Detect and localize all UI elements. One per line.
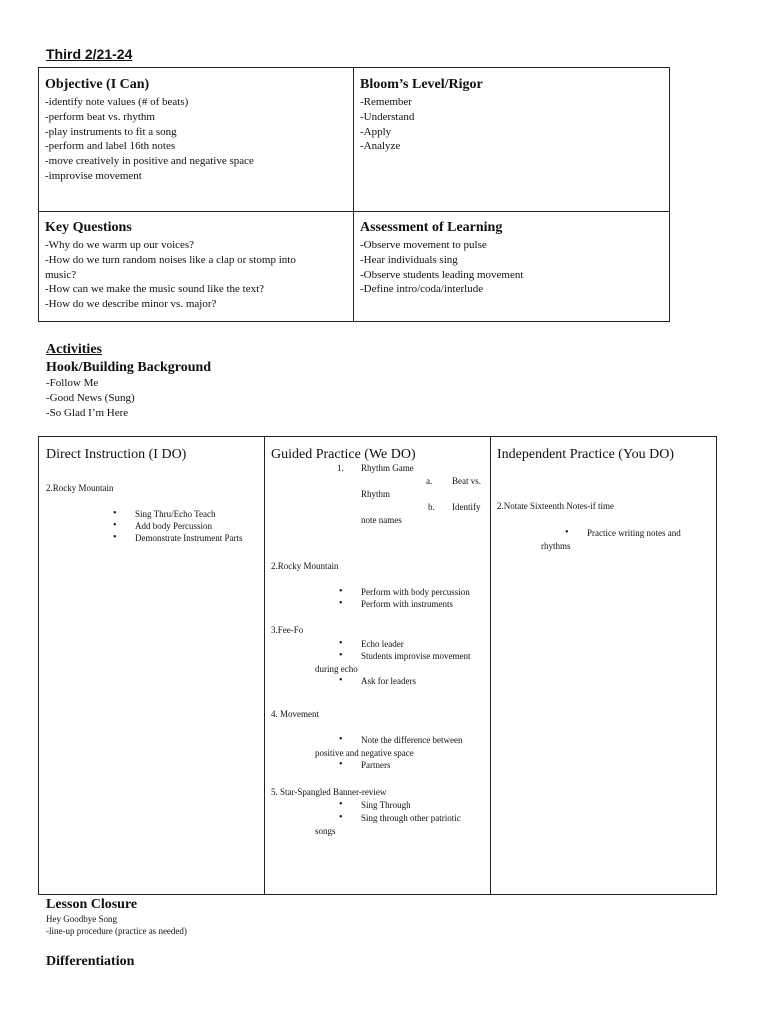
guided-sub-text: Identify: [452, 502, 481, 512]
objective-line: -perform beat vs. rhythm: [45, 110, 155, 123]
guided-item: 5. Star-Spangled Banner-review: [271, 787, 387, 797]
independent-item: 2.Notate Sixteenth Notes-if time: [497, 501, 614, 511]
objective-line: -perform and label 16th notes: [45, 140, 176, 153]
assessment-line: -Observe students leading movement: [360, 268, 524, 281]
closure-line: Hey Goodbye Song: [46, 914, 117, 924]
differentiation-heading: Differentiation: [46, 954, 135, 969]
guided-sub-text: note names: [361, 515, 402, 525]
independent-bullet: • Practice writing notes and: [587, 527, 681, 539]
page-title: Third 2/21-24: [46, 46, 133, 62]
guided-bullet: • Students improvise movement: [361, 650, 471, 662]
assessment-heading: Assessment of Learning: [360, 220, 503, 235]
direct-bullet: • Sing Thru/Echo Teach: [135, 508, 216, 520]
closure-line: -line-up procedure (practice as needed): [46, 926, 187, 936]
independent-practice-heading: Independent Practice (You DO): [497, 447, 675, 462]
blooms-line: -Remember: [360, 96, 412, 108]
objective-line: -improvise movement: [45, 169, 142, 182]
guided-bullet-continuation: during echo: [315, 664, 358, 674]
blooms-line: -Analyze: [360, 140, 401, 153]
table-divider: [353, 68, 354, 321]
guided-sub-text: Beat vs.: [452, 476, 481, 486]
key-question-line: -How can we make the music sound like the text?: [45, 283, 265, 296]
assessment-cell: [360, 219, 660, 297]
guided-item: 4. Movement: [271, 709, 319, 719]
blooms-heading: Bloom’s Level/Rigor: [360, 77, 483, 92]
planning-table: [38, 67, 670, 322]
guided-practice-heading: Guided Practice (We DO): [271, 447, 416, 462]
guided-bullet: • Sing through other patriotic: [361, 812, 461, 824]
guided-bullet: • Partners: [361, 759, 391, 771]
hook-line: -So Glad I’m Here: [46, 406, 129, 419]
key-question-line: music?: [45, 268, 77, 281]
guided-bullet: • Sing Through: [361, 799, 411, 811]
key-question-line: -How do we describe minor vs. major?: [45, 298, 217, 311]
objective-line: -identify note values (# of beats): [45, 96, 189, 108]
blooms-line: -Understand: [360, 110, 415, 123]
guided-sub-letter: a.: [426, 476, 433, 486]
activities-heading: Activities: [46, 342, 102, 357]
lesson-closure-heading: Lesson Closure: [46, 897, 138, 912]
key-question-line: -How do we turn random noises like a clap or stomp into: [45, 253, 296, 266]
objective-line: -play instruments to fit a song: [45, 125, 177, 138]
guided-bullet: • Echo leader: [361, 638, 404, 650]
key-questions-heading: Key Questions: [45, 220, 132, 235]
assessment-line: -Observe movement to pulse: [360, 239, 487, 251]
guided-number: 1.: [337, 463, 344, 473]
hook-heading: Hook/Building Background: [46, 360, 212, 375]
key-questions-cell: [45, 219, 345, 312]
guided-bullet-continuation: songs: [315, 826, 336, 836]
key-question-line: -Why do we warm up our voices?: [45, 239, 195, 251]
hook-line: -Good News (Sung): [46, 391, 135, 404]
table-divider: [490, 437, 491, 894]
hook-line: -Follow Me: [46, 377, 99, 389]
guided-item: 3.Fee-Fo: [271, 625, 304, 635]
guided-item: 2.Rocky Mountain: [271, 561, 339, 571]
objective-line: -move creatively in positive and negative space: [45, 155, 254, 168]
guided-rhythm-game: Rhythm Game: [361, 463, 414, 473]
guided-bullet: • Perform with instruments: [361, 598, 453, 610]
blooms-line: -Apply: [360, 125, 392, 138]
guided-sub-text: Rhythm: [361, 489, 391, 499]
objective-heading: Objective (I Can): [45, 77, 150, 92]
guided-bullet: • Perform with body percussion: [361, 586, 470, 598]
assessment-line: -Hear individuals sing: [360, 253, 458, 266]
table-divider: [264, 437, 265, 894]
objective-cell: [45, 76, 345, 184]
guided-bullet: • Note the difference between: [361, 734, 463, 746]
assessment-line: -Define intro/coda/interlude: [360, 283, 484, 296]
independent-bullet-continuation: rhythms: [541, 541, 571, 551]
direct-item: 2.Rocky Mountain: [46, 483, 114, 493]
direct-instruction-heading: Direct Instruction (I DO): [46, 447, 187, 462]
blooms-cell: [360, 76, 660, 154]
guided-sub-letter: b.: [428, 502, 435, 512]
guided-bullet: • Ask for leaders: [361, 675, 416, 687]
direct-bullet: • Demonstrate Instrument Parts: [135, 532, 242, 544]
hook-section: [46, 359, 211, 420]
direct-bullet: • Add body Percussion: [135, 520, 212, 532]
lesson-closure-section: [46, 896, 187, 937]
table-divider: [39, 211, 669, 212]
instruction-table: [38, 436, 717, 895]
guided-bullet-continuation: positive and negative space: [315, 748, 414, 758]
